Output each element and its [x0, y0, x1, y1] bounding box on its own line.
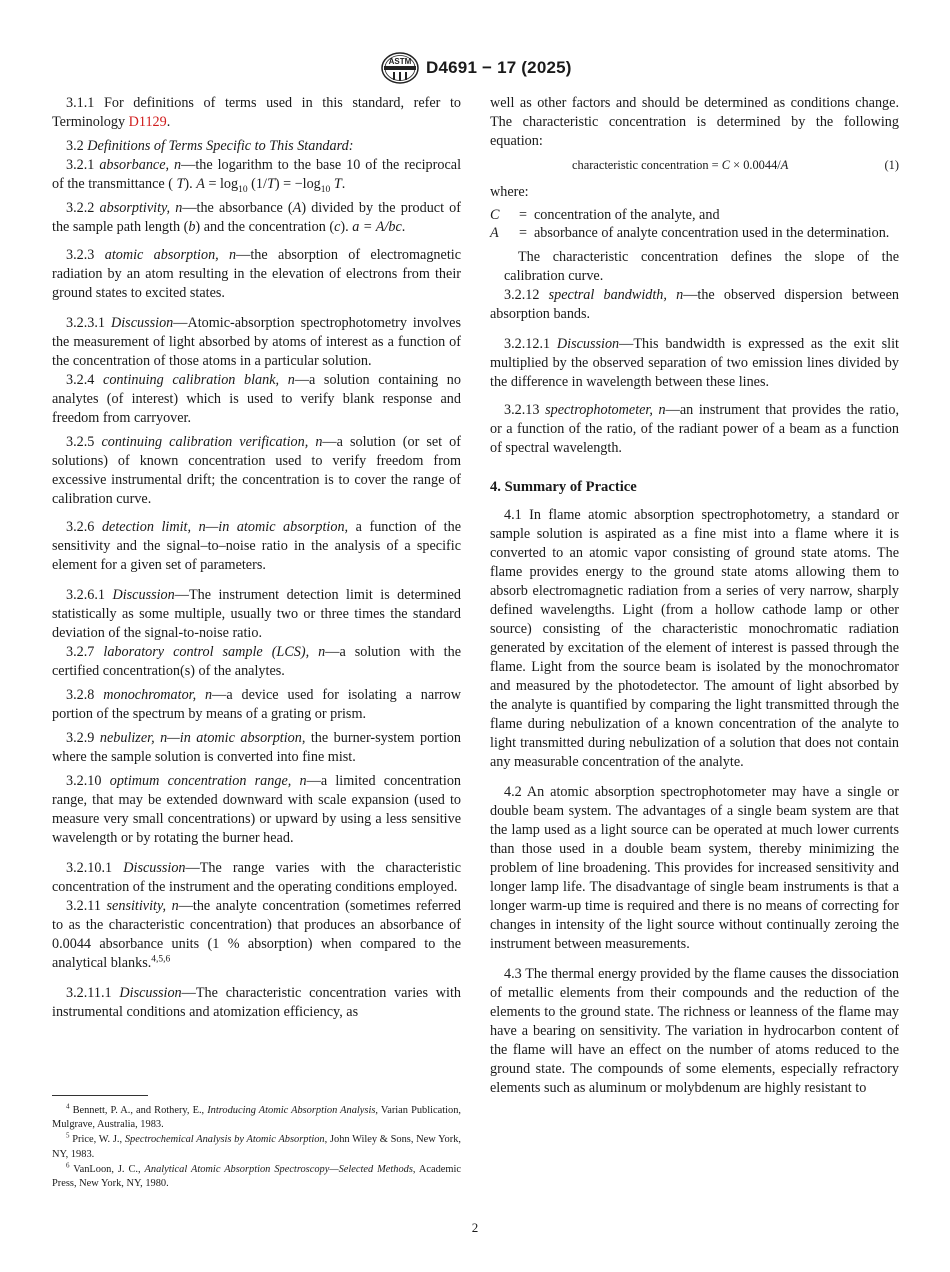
- section-3-2-9: 3.2.9 nebulizer, n—in atomic absorption, the burner-system portion where the sample solution is converted into fine mist.: [52, 730, 461, 765]
- section-3-2-6: 3.2.6 detection limit, n—in atomic absorption, a function of the sensitivity and the signal–to–noise ratio in the analysis of a specific element for a given set of parameters.: [52, 519, 462, 573]
- section-4-2: 4.2 An atomic absorption spectrophotometer may have a single or double beam system. The advantages of a single beam system are that the lamp used as a light source can be operated at much lower currents than those used in a double beam system, thereby minimizing the problem of line broadening. This provides for increased sensitivity and longer lamp life. The disadvantage of single beam instruments is that a longer warm-up time is required and there is no means of correcting for changes in intensity of the light source without continually zeroing the instrument between measurements.: [490, 784, 899, 952]
- footnotes: [52, 1104, 461, 1192]
- right-column: [490, 94, 899, 1098]
- section-3-2: 3.2 Definitions of Terms Specific to This Standard:: [66, 138, 354, 154]
- section-3-2-13: 3.2.13 spectrophotometer, n—an instrument that provides the ratio, or a function of the ratio, of the radiant power of a beam as a function of spectral wavelength.: [490, 402, 899, 456]
- section-3-2-12-1: 3.2.12.1 Discussion—This bandwidth is expressed as the exit slit multiplied by the observed separation of two emission lines divided by the difference in wavelength between these lines.: [490, 336, 899, 390]
- section-4-3: 4.3 The thermal energy provided by the flame causes the dissociation of metallic elements from their compounds and the reduction of the elements to the ground state. The richness or leanness of the flame may have a bearing on sensitivity. The variation in hydrocarbon content of the flame will have an effect on the number of atoms reduced to the ground state. The compounds of some elements, especially refractory elements such as aluminum or molybdenum are highly resistant to: [490, 966, 899, 1096]
- section-3-2-8: 3.2.8 monochromator, n—a device used for isolating a narrow portion of the spectrum by means of a grating or prism.: [52, 687, 461, 722]
- section-3-2-3-1: 3.2.3.1 Discussion—Atomic-absorption spectrophotometry involves the measurement of light absorbed by atoms of interest as a function of the concentration of those atoms in a particular solution.: [52, 315, 462, 369]
- footnote-ref[interactable]: 4,5,6: [151, 954, 171, 965]
- slope-note-block: [490, 248, 899, 286]
- definition-C: C = concentration of the analyte, and: [490, 207, 720, 223]
- section-3-2-10: 3.2.10 optimum concentration range, n—a limited concentration range, that may be extended downward with scale expansion (used to measure very small concentrations) or upward by using a less sensitive wavelength or by rotating the burner head.: [52, 773, 462, 846]
- section-3-1-1: 3.1.1 For definitions of terms used in this standard, refer to Terminology D1129.: [52, 95, 461, 130]
- equation-1: [490, 155, 899, 177]
- section-3-2-6-1: 3.2.6.1 Discussion—The instrument detection limit is determined statistically as some multiple, usually two or three times the standard deviation of the signal-to-noise ratio.: [52, 587, 461, 641]
- section-3-2-7: 3.2.7 laboratory control sample (LCS), n—a solution with the certified concentration(s) of the analytes.: [52, 644, 461, 679]
- definition-A: A = absorbance of analyte concentration used in the determination.: [490, 225, 890, 241]
- section-3-2-4: 3.2.4 continuing calibration blank, n—a solution containing no analytes (of interest) which is used to verify blank response and freedom from carryover.: [52, 372, 461, 426]
- section-3-2-2: 3.2.2 absorptivity, n—the absorbance (A) divided by the product of the sample path length (b) and the concentration (c). a = A/bc.: [52, 200, 461, 235]
- svg-text:ASTM: ASTM: [388, 57, 412, 66]
- section-4-heading: 4. Summary of Practice: [490, 479, 637, 495]
- slope-note: The characteristic concentration defines the slope of the calibration curve.: [504, 249, 899, 284]
- section-3-2-1: 3.2.1 absorbance, n—the logarithm to the base 10 of the reciprocal of the transmittance ( T). $A = \log_{10} (1/T) = -\log_{10}$ T.: [52, 157, 462, 195]
- d1129-link[interactable]: D1129: [128, 114, 167, 130]
- footnote-5: $^5$ Price, W. J., Spectrochemical Analysis by Atomic Absorption, John Wiley & Sons, New York, NY, 1983.: [52, 1131, 461, 1160]
- section-3-2-5: 3.2.5 continuing calibration verification, n—a solution (or set of solutions) of known concentration used to verify freedom from excessive instrumental drift; the concentration is to cover the range of calibration curve.: [52, 434, 461, 507]
- footnote-4: $^4$ Bennett, P. A., and Rothery, E., Introducing Atomic Absorption Analysis, Varian Publication, Mulgrave, Australia, 1983.: [52, 1102, 461, 1131]
- footnote-6: $^6$ VanLoon, J. C., Analytical Atomic Absorption Spectroscopy—Selected Methods, Academic Press, New York, NY, 1980.: [52, 1161, 461, 1190]
- page-number: 2: [471, 1220, 479, 1235]
- left-column: [52, 94, 461, 1022]
- astm-logo-icon: [380, 52, 420, 84]
- section-3-2-12: 3.2.12 spectral bandwidth, n—the observed dispersion between absorption bands.: [490, 287, 899, 322]
- footnote-divider: [52, 1095, 148, 1096]
- document-designation: D4691 − 17 (2025): [426, 58, 572, 77]
- section-3-2-11-1-continued: well as other factors and should be determined as conditions change. The characteristic concentration is determined by the following equation:: [490, 95, 899, 149]
- equation-body: characteristic concentration = C × 0.0044/A: [572, 158, 789, 172]
- section-3-2-10-1: 3.2.10.1 Discussion—The range varies with the characteristic concentration of the instrument and the operating conditions employed.: [52, 860, 462, 895]
- page-header: [0, 52, 950, 86]
- section-3-2-3: 3.2.3 atomic absorption, n—the absorption of electromagnetic radiation by an atom resulting in the elevation of electrons from their ground states to excited states.: [52, 247, 462, 301]
- section-3-2-11: 3.2.11 sensitivity, n—the analyte concentration (sometimes referred to as the characteristic concentration) that produces an absorbance of 0.0044 absorbance units (1 % absorption) when compared to the analytical blanks.$^{4,5,6}$: [52, 898, 461, 971]
- where-label: where:: [490, 184, 529, 200]
- section-3-2-11-1: 3.2.11.1 Discussion—The characteristic concentration varies with instrumental conditions and atomization efficiency, as: [52, 985, 461, 1020]
- section-4-1: 4.1 In flame atomic absorption spectrophotometry, a standard or sample solution is aspirated as a fine mist into a flame where it is converted to an atomic vapor consisting of ground state atoms. The flame provides energy to the ground state atoms allowing them to absorb electromagnetic radiation from a series of very narrow, sharply defined wavelengths. Light (from a hollow cathode lamp or other source) consisting of the characteristic monochromatic radiation generated by excitation of the element of interest is passed through the flame. Light from the source beam is isolated by the monochromator and measured by the photodetector. The amount of light absorbed by the analyte is quantified by comparing the light transmitted through the flame during nebulization of a known concentration of the analyte to light transmitted during nebulization of a solution that does not contain any measurable concentration of the analyte.: [490, 507, 899, 770]
- equation-number: (1): [884, 158, 899, 172]
